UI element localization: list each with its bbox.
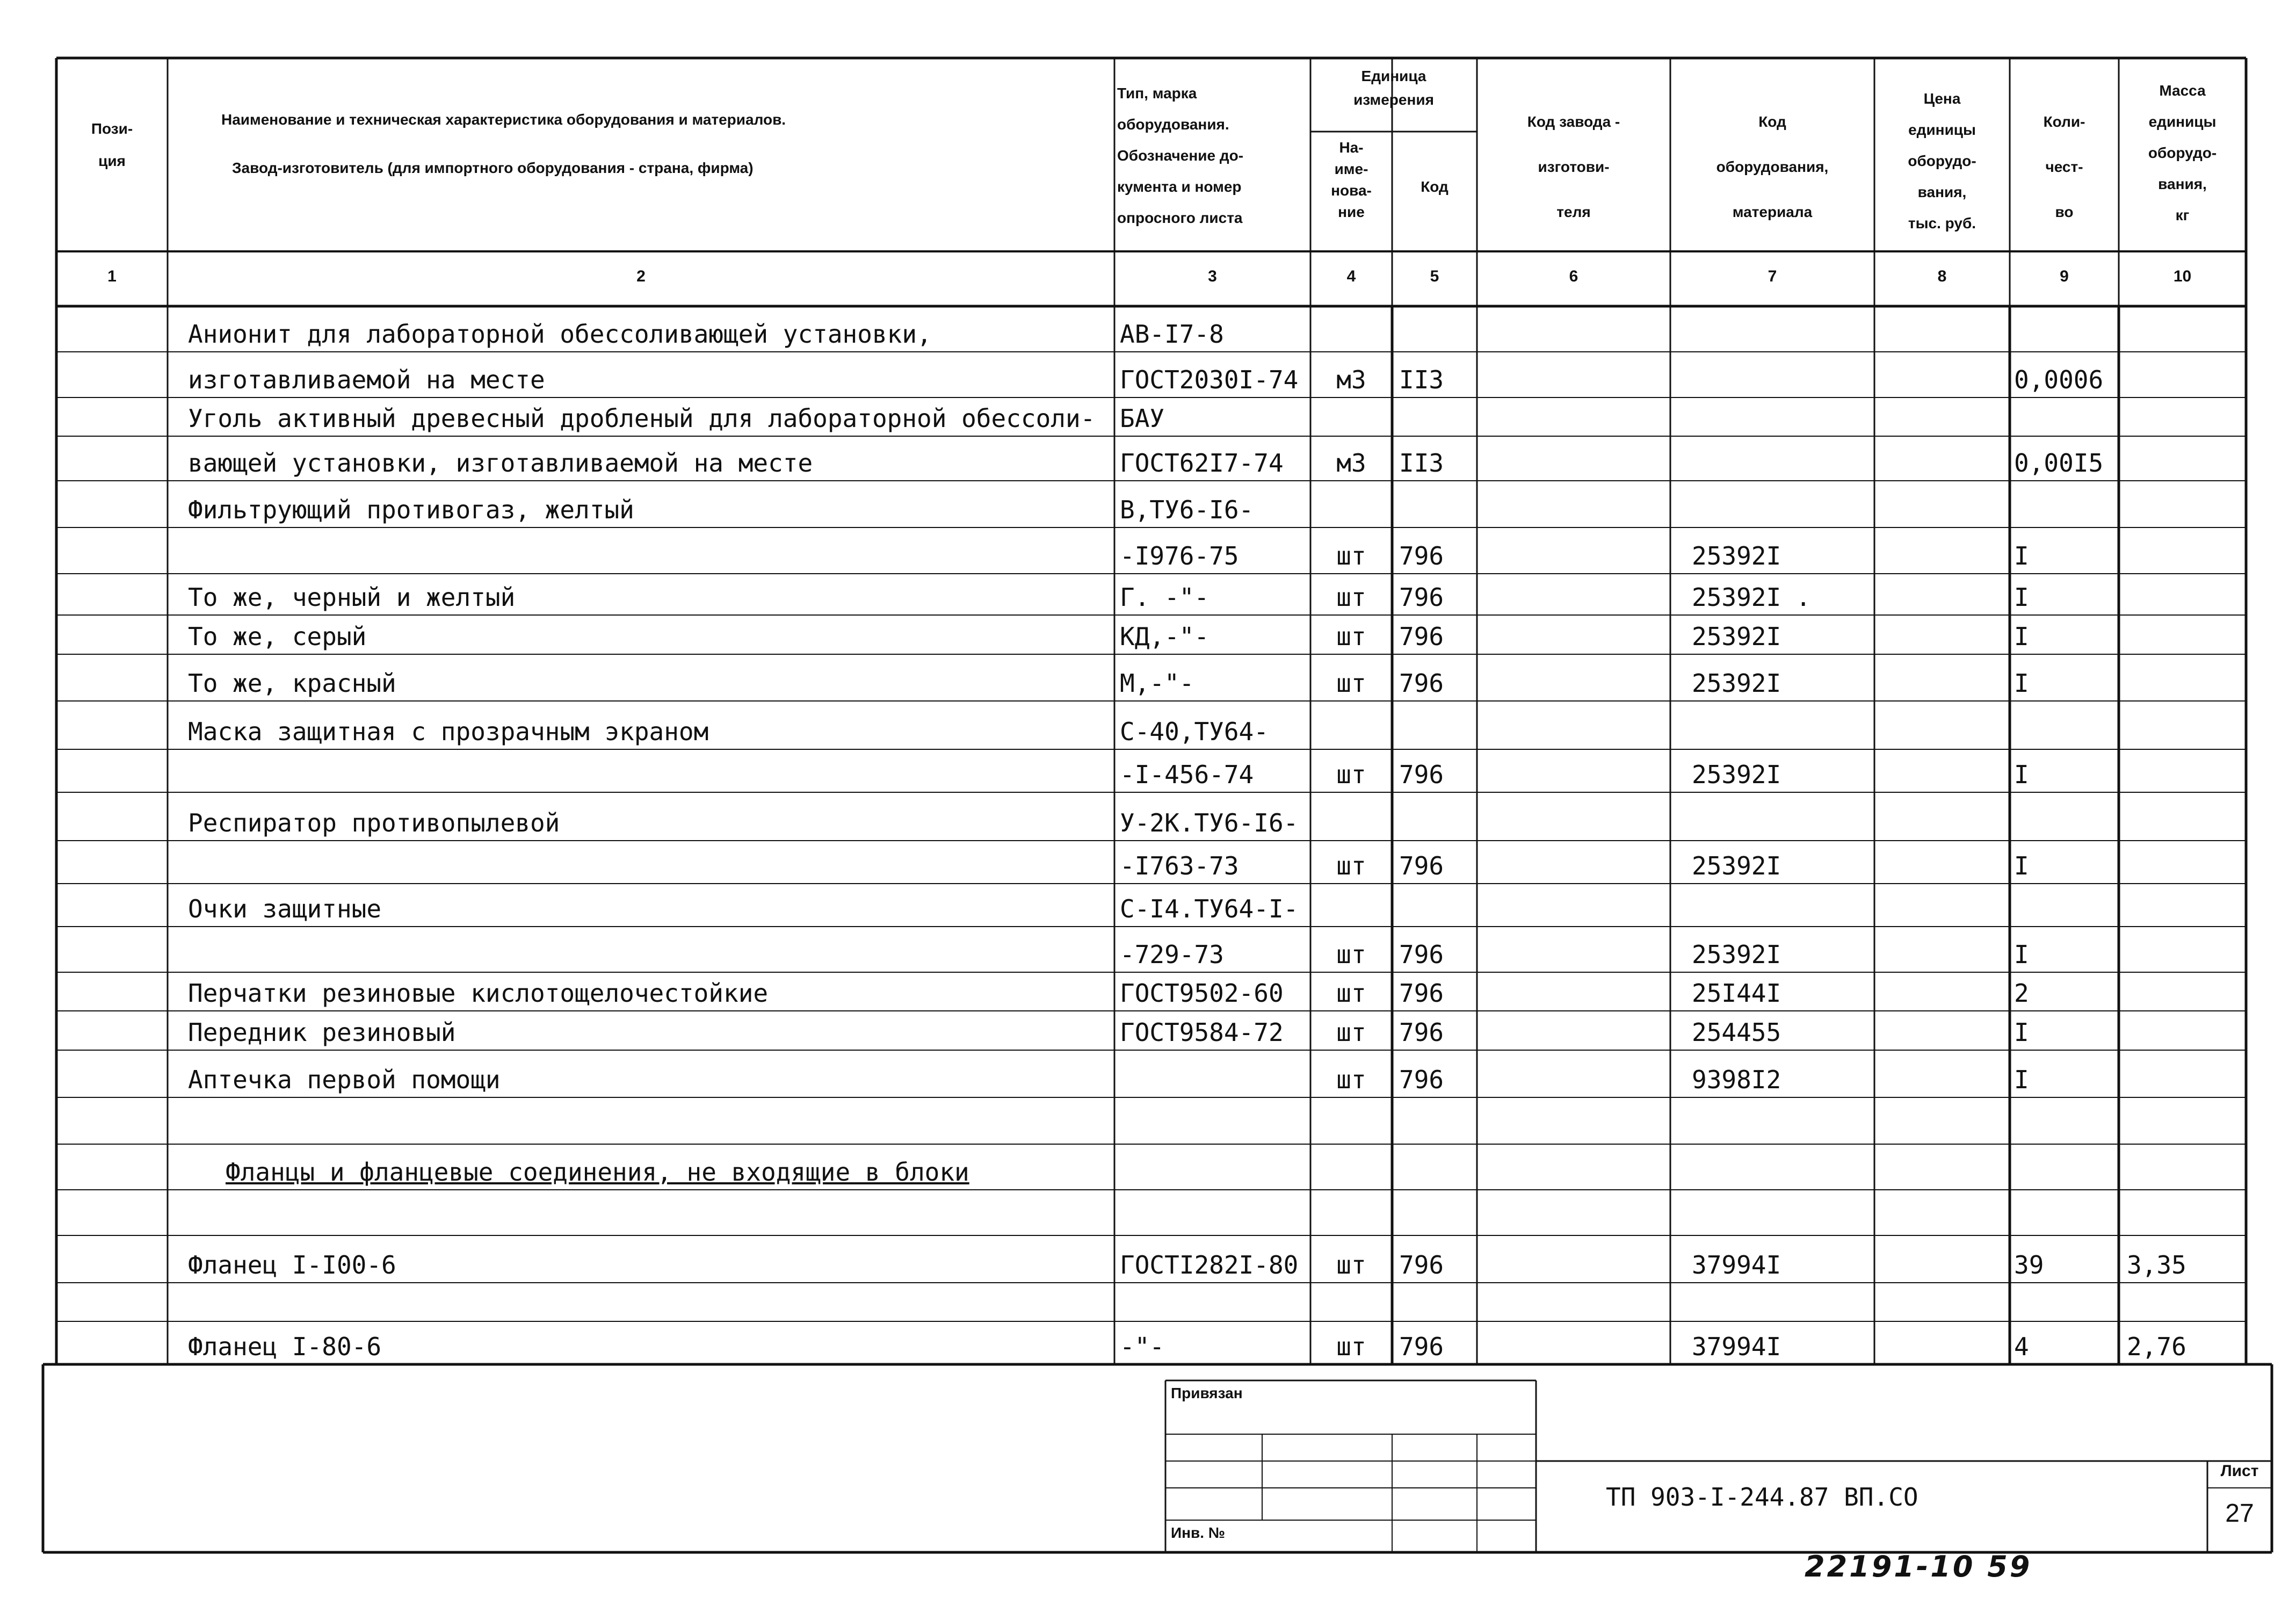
row-qty: I <box>2014 622 2029 651</box>
document-code: ТП 903-I-244.87 ВП.СО <box>1606 1483 1918 1512</box>
header-position: Пози- ция <box>91 120 133 169</box>
row-unit: шт <box>1336 583 1366 612</box>
row-equip-code: 25392I <box>1692 541 1781 570</box>
row-name: То же, красный <box>188 669 396 698</box>
row-name: вающей установки, изготавливаемой на месте <box>188 449 813 478</box>
column-number-10: 10 <box>2173 267 2192 285</box>
row-equip-code: 37994I <box>1692 1332 1781 1361</box>
header-name-line2: Завод-изготовитель (для импортного оборудования - страна, фирма) <box>232 160 754 176</box>
row-type: -I763-73 <box>1120 851 1239 880</box>
row-unit: шт <box>1336 1018 1366 1047</box>
row-qty: 0,00I5 <box>2014 449 2104 478</box>
row-qty: I <box>2014 940 2029 969</box>
column-number-4: 4 <box>1346 267 1356 285</box>
row-type: В,ТУ6-I6- <box>1120 495 1254 524</box>
row-unit-code: II3 <box>1399 449 1444 478</box>
row-qty: I <box>2014 583 2029 612</box>
column-number-3: 3 <box>1208 267 1217 285</box>
row-unit: шт <box>1336 541 1366 570</box>
header-name-line1: Наименование и техническая характеристика оборудования и материалов. <box>221 111 786 128</box>
header-mass: Масса единицы оборудо- вания, кг <box>2148 82 2217 223</box>
row-unit: шт <box>1336 851 1366 880</box>
row-unit: м3 <box>1336 449 1366 478</box>
row-equip-code: 9398I2 <box>1692 1065 1781 1094</box>
row-name: Аптечка первой помощи <box>188 1065 501 1094</box>
row-type: -I-456-74 <box>1120 760 1254 789</box>
row-unit: шт <box>1336 669 1366 698</box>
row-type: -729-73 <box>1120 940 1224 969</box>
row-equip-code: 25392I <box>1692 622 1781 651</box>
row-unit: шт <box>1336 940 1366 969</box>
stamp-attached: Привязан <box>1171 1385 1243 1401</box>
row-type: У-2К.ТУ6-I6- <box>1120 808 1299 837</box>
row-equip-code: 25392I <box>1692 760 1781 789</box>
row-unit-code: 796 <box>1399 1065 1444 1094</box>
row-name: Анионит для лабораторной обессоливающей установки, <box>188 320 932 349</box>
column-number-1: 1 <box>107 267 117 285</box>
row-type: АВ-I7-8 <box>1120 320 1224 349</box>
row-type: -"- <box>1120 1332 1165 1361</box>
row-qty: 2 <box>2014 979 2029 1008</box>
row-name: Передник резиновый <box>188 1018 456 1047</box>
stamp-inv-number: Инв. № <box>1171 1524 1226 1541</box>
row-unit: шт <box>1336 1250 1366 1279</box>
row-type: -I976-75 <box>1120 541 1239 570</box>
row-name: Фланец I-80-6 <box>188 1332 382 1361</box>
section-title: Фланцы и фланцевые соединения, не входящие в блоки <box>226 1158 969 1187</box>
row-unit-code: 796 <box>1399 760 1444 789</box>
header-unit-name: На- име- нова- ние <box>1331 139 1372 220</box>
column-number-6: 6 <box>1569 267 1578 285</box>
row-unit: шт <box>1336 622 1366 651</box>
row-equip-code: 25392I <box>1692 669 1781 698</box>
row-name: Перчатки резиновые кислотощелочестойкие <box>188 979 769 1008</box>
row-equip-code: 25I44I <box>1692 979 1781 1008</box>
column-number-8: 8 <box>1937 267 1947 285</box>
row-type: ГОСТ62I7-74 <box>1120 449 1284 478</box>
column-number-2: 2 <box>636 267 646 285</box>
row-type: М,-"- <box>1120 669 1194 698</box>
row-name: То же, черный и желтый <box>188 583 516 612</box>
row-qty: I <box>2014 851 2029 880</box>
row-qty: I <box>2014 541 2029 570</box>
row-unit-code: 796 <box>1399 1250 1444 1279</box>
row-mass: 2,76 <box>2127 1332 2186 1361</box>
row-name: Уголь активный древесный дробленый для лабораторной обессоли- <box>188 404 1096 433</box>
header-qty: Коли- чест- во <box>2043 113 2085 220</box>
row-unit-code: 796 <box>1399 1018 1444 1047</box>
header-equip-code: Код оборудования, материала <box>1716 113 1829 220</box>
header-price: Цена единицы оборудо- вания, тыс. руб. <box>1908 90 1976 232</box>
sheet-number: 27 <box>2225 1499 2254 1528</box>
row-equip-code: 254455 <box>1692 1018 1781 1047</box>
header-factory-code: Код завода - изготови- теля <box>1527 113 1620 220</box>
row-type: ГОСТI282I-80 <box>1120 1250 1299 1279</box>
row-unit-code: 796 <box>1399 1332 1444 1361</box>
row-type: С-I4.ТУ64-I- <box>1120 894 1299 923</box>
row-unit-code: 796 <box>1399 541 1444 570</box>
row-unit: м3 <box>1336 365 1366 394</box>
row-unit-code: 796 <box>1399 851 1444 880</box>
row-type: КД,-"- <box>1120 622 1209 651</box>
row-name: Фланец I-I00-6 <box>188 1250 396 1279</box>
row-qty: I <box>2014 1065 2029 1094</box>
row-type: ГОСТ2030I-74 <box>1120 365 1299 394</box>
row-equip-code: 37994I <box>1692 1250 1781 1279</box>
row-qty: 4 <box>2014 1332 2029 1361</box>
row-equip-code: 25392I <box>1692 851 1781 880</box>
row-qty: I <box>2014 669 2029 698</box>
header-unit-group: Единица измерения <box>1353 68 1434 108</box>
row-type: С-40,ТУ64- <box>1120 717 1269 746</box>
row-unit: шт <box>1336 760 1366 789</box>
row-name: Очки защитные <box>188 894 382 923</box>
row-unit-code: 796 <box>1399 622 1444 651</box>
row-unit-code: 796 <box>1399 583 1444 612</box>
sheet-label: Лист <box>2220 1462 2259 1480</box>
row-type: ГОСТ9584-72 <box>1120 1018 1284 1047</box>
row-unit: шт <box>1336 1332 1366 1361</box>
handwritten-archive-number: 22191-10 59 <box>1805 1550 2032 1583</box>
row-qty: 39 <box>2014 1250 2044 1279</box>
row-name: То же, серый <box>188 622 367 651</box>
row-type: БАУ <box>1120 404 1165 433</box>
row-qty: I <box>2014 760 2029 789</box>
row-unit-code: 796 <box>1399 979 1444 1008</box>
header-unit-code: Код <box>1421 178 1448 195</box>
row-unit-code: II3 <box>1399 365 1444 394</box>
row-name: изготавливаемой на месте <box>188 365 545 394</box>
row-unit: шт <box>1336 979 1366 1008</box>
row-unit: шт <box>1336 1065 1366 1094</box>
row-name: Фильтрующий противогаз, желтый <box>188 495 634 524</box>
header-type: Тип, марка оборудования. Обозначение до- кумента и номер опросного листа <box>1117 85 1244 226</box>
row-equip-code: 25392I <box>1692 940 1781 969</box>
row-name: Респиратор противопылевой <box>188 808 560 837</box>
row-type: ГОСТ9502-60 <box>1120 979 1284 1008</box>
column-number-9: 9 <box>2060 267 2069 285</box>
row-unit-code: 796 <box>1399 669 1444 698</box>
row-mass: 3,35 <box>2127 1250 2186 1279</box>
row-unit-code: 796 <box>1399 940 1444 969</box>
row-name: Маска защитная с прозрачным экраном <box>188 717 709 746</box>
row-qty: I <box>2014 1018 2029 1047</box>
row-qty: 0,0006 <box>2014 365 2104 394</box>
row-equip-code: 25392I . <box>1692 583 1811 612</box>
column-number-7: 7 <box>1768 267 1777 285</box>
row-type: Г. -"- <box>1120 583 1209 612</box>
column-number-5: 5 <box>1430 267 1439 285</box>
